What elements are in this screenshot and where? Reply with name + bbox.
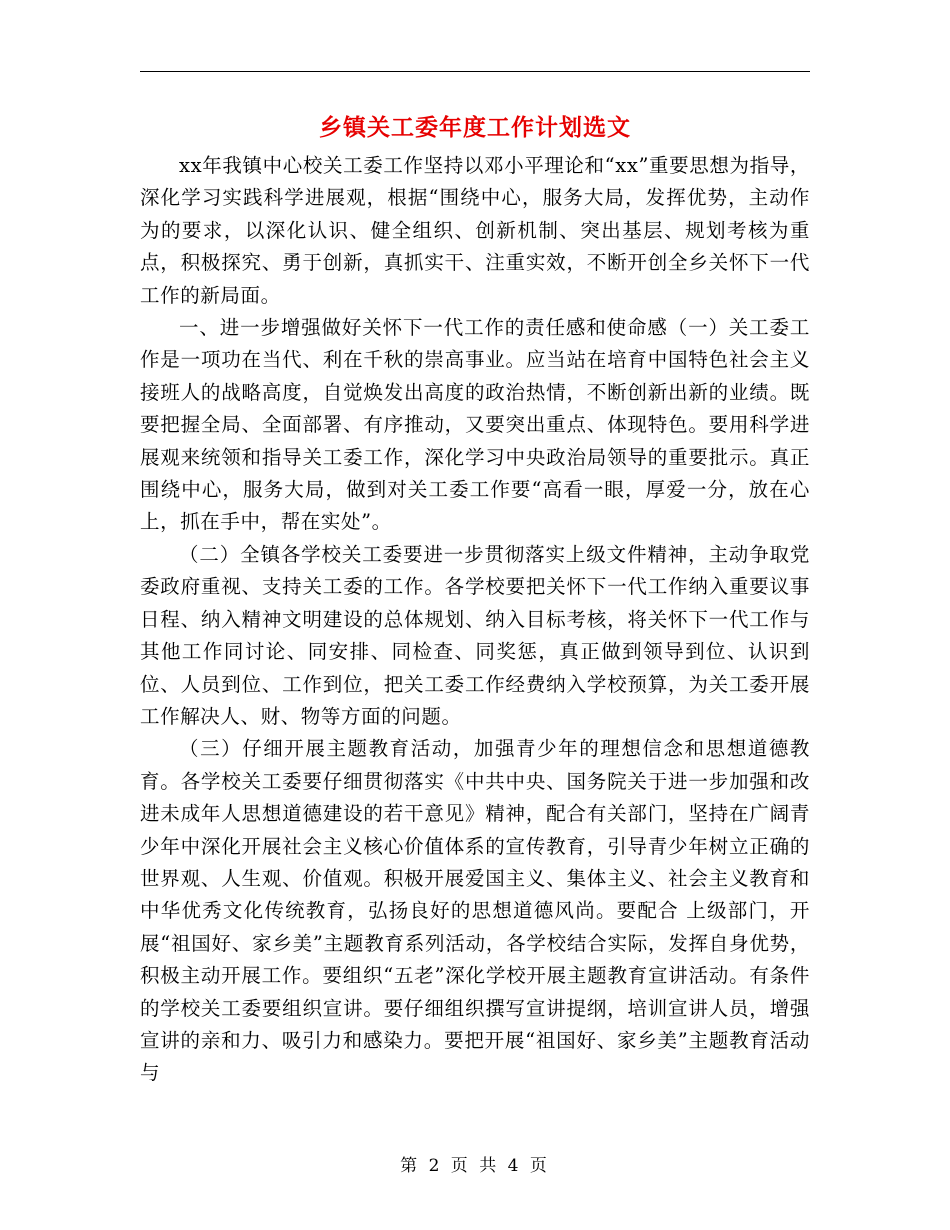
paragraph-section-3: （三）仔细开展主题教育活动，加强青少年的理想信念和思想道德教育。各学校关工委要仔细贯彻落实《中共中央、国务院关于进一步加强和改进未成年人思想道德建设的若干意见》精神，配合有关部门，坚持在广阔青少年中深化开展社会主义核心价值体系的宣传教育，引导青少年树立正确的世界观、人生观、价值观。积极开展爱国主义、集体主义、社会主义教育和中华优秀文化传统教育，弘扬良好的思想道德风尚。要配合 上级部门，开展“祖国好、家乡美”主题教育系列活动，各学校结合实际，发挥自身优势，积极主动开展工作。要组织“五老”深化学校开展主题教育宣讲活动。有条件的学校关工委要组织宣讲。要仔细组织撰写宣讲提纲，培训宣讲人员，增强宣讲的亲和力、吸引力和感染力。要把开展“祖国好、家乡美”主题教育活动与	[140, 737, 810, 1085]
paragraph-section-2: （二）全镇各学校关工委要进一步贯彻落实上级文件精神，主动争取党委政府重视、支持关工委的工作。各学校要把关怀下一代工作纳入重要议事日程、纳入精神文明建设的总体规划、纳入目标考核，将关怀下一代工作与其他工作同讨论、同安排、同检查、同奖惩，真正做到领导到位、认识到位、人员到位、工作到位，把关工委工作经费纳入学校预算，为关工委开展工作解决人、财、物等方面的问题。	[140, 542, 810, 728]
document-body	[140, 150, 810, 1090]
document-title: 乡镇关工委年度工作计划选文	[319, 114, 631, 141]
header-rule	[140, 71, 810, 72]
paragraph-intro: xx年我镇中心校关工委工作坚持以邓小平理论和“xx”重要思想为指导，深化学习实践科学进展观，根据“围绕中心，服务大局，发挥优势，主动作为的要求，以深化认识、健全组织、创新机制、突出基层、规划考核为重点，积极探究、勇于创新，真抓实干、注重实效，不断开创全乡关怀下一代工作的新局面。	[140, 154, 810, 307]
paragraph-section-1: 一、进一步增强做好关怀下一代工作的责任感和使命感（一）关工委工作是一项功在当代、利在千秋的崇高事业。应当站在培育中国特色社会主义接班人的战略高度，自觉焕发出高度的政治热情，不断创新出新的业绩。既要把握全局、全面部署、有序推动，又要突出重点、体现特色。要用科学进展观来统领和指导关工委工作，深化学习中央政治局领导的重要批示。真正围绕中心，服务大局，做到对关工委工作要“高看一眼，厚爱一分，放在心上，抓在手中，帮在实处”。	[140, 316, 810, 534]
page-number: 第 2 页 共 4 页	[400, 1156, 550, 1176]
